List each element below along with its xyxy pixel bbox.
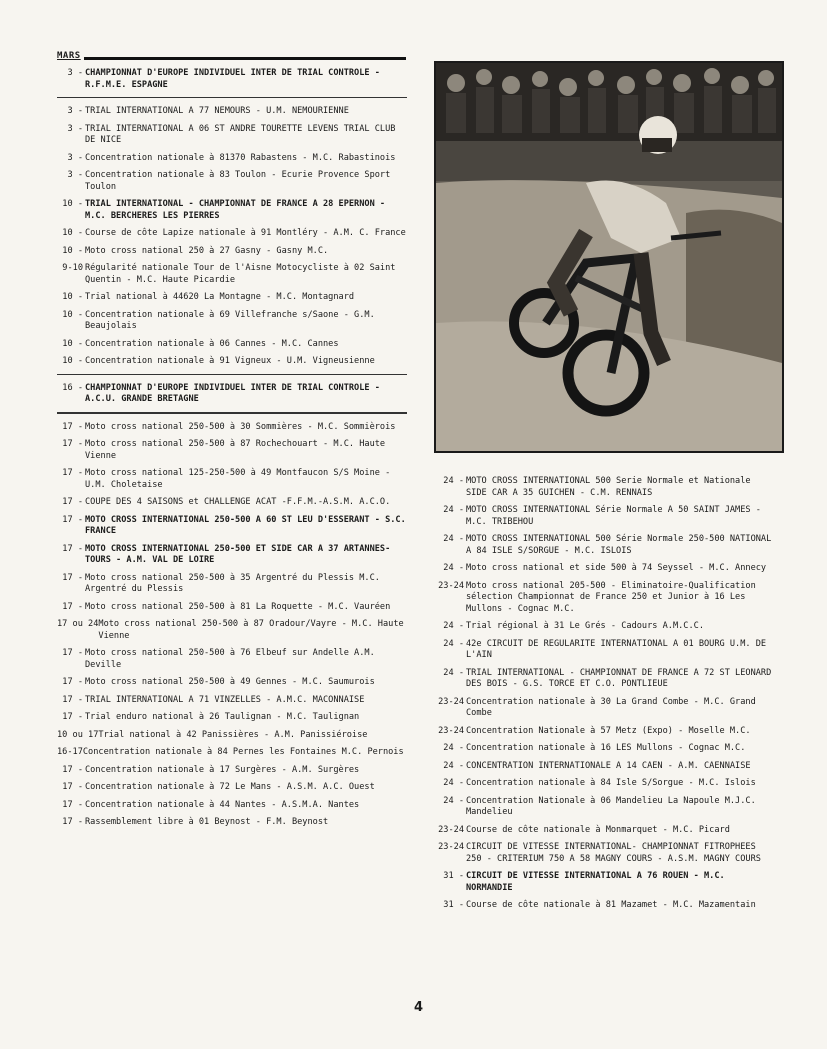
event-entry bbox=[57, 730, 407, 742]
event-date: 17 - bbox=[62, 677, 83, 687]
event-entry bbox=[434, 476, 774, 499]
event-date: 24 - bbox=[443, 778, 464, 788]
event-text: Moto cross national 250-500 à 76 Elbeuf sur Andelle A.M. Deville bbox=[85, 648, 375, 670]
event-date: 10 - bbox=[62, 199, 83, 209]
event-date: 3 - bbox=[67, 106, 83, 116]
event-date: 17 - bbox=[62, 468, 83, 478]
event-entry bbox=[57, 228, 407, 240]
event-text: Trial régional à 31 Le Grés - Cadours A.M.C.C. bbox=[466, 621, 704, 631]
event-text: Concentration nationale à 72 Le Mans - A.S.M. A.C. Ouest bbox=[85, 782, 375, 792]
event-date: 23-24 bbox=[438, 842, 464, 852]
event-date: 23-24 bbox=[438, 696, 464, 707]
event-text: Course de côte nationale à 81 Mazamet - M.C. Mazamentain bbox=[466, 900, 756, 910]
event-date: 17 ou 24 bbox=[57, 619, 99, 629]
event-date: 17 - bbox=[62, 421, 83, 432]
event-text: Concentration nationale à 84 Isle S/Sorgue - M.C. Islois bbox=[466, 778, 756, 788]
event-entry bbox=[434, 871, 774, 894]
event-text: Course de côte Lapize nationale à 91 Montléry - A.M. C. France bbox=[85, 228, 406, 238]
event-entry bbox=[434, 534, 774, 557]
event-text: Concentration Nationale à 57 Metz (Expo) - Moselle M.C. bbox=[466, 725, 751, 736]
event-entry bbox=[434, 581, 774, 616]
event-date: 24 - bbox=[443, 563, 464, 573]
event-entry bbox=[57, 422, 407, 434]
event-date: 17 - bbox=[62, 514, 83, 525]
event-text: MOTO CROSS INTERNATIONAL 250-500 A 60 ST LEU D'ESSERANT - S.C. FRANCE bbox=[85, 514, 406, 536]
month-heading: MARS bbox=[57, 51, 81, 61]
event-entry bbox=[434, 668, 774, 691]
event-date: 31 - bbox=[443, 900, 464, 910]
event-text: Concentration nationale à 81370 Rabastens - M.C. Rabastinois bbox=[85, 152, 396, 163]
events-column-right bbox=[434, 476, 774, 918]
event-entry bbox=[434, 697, 774, 720]
event-entry bbox=[57, 170, 407, 193]
event-text: Course de côte nationale à Monmarquet - M.C. Picard bbox=[466, 824, 730, 835]
event-entry bbox=[434, 743, 774, 755]
event-entry bbox=[57, 199, 407, 222]
event-date: 17 - bbox=[62, 694, 83, 705]
event-date: 10 - bbox=[62, 356, 83, 366]
rider-image bbox=[436, 63, 782, 451]
event-entry bbox=[434, 842, 774, 865]
event-text: Moto cross national 250-500 à 87 Rochechouart - M.C. Haute Vienne bbox=[85, 439, 386, 461]
motocross-photo bbox=[434, 61, 784, 453]
event-entry bbox=[57, 800, 407, 812]
event-text: Moto cross national 125-250-500 à 49 Montfaucon S/S Moine - U.M. Choletaise bbox=[85, 468, 391, 490]
event-entry bbox=[57, 765, 407, 777]
event-date: 23-24 bbox=[438, 725, 464, 736]
event-text: Moto cross national 205-500 - Eliminatoire-Qualification sélection Championnat de France 250 et Junior à 16 Les Mullons - Cognac M.C. bbox=[466, 580, 756, 614]
event-text: TRIAL INTERNATIONAL A 77 NEMOURS - U.M. NEMOURIENNE bbox=[85, 106, 349, 116]
event-entry bbox=[57, 310, 407, 333]
event-date: 24 - bbox=[443, 743, 464, 753]
event-text: Concentration nationale à 17 Surgères - A.M. Surgères bbox=[85, 764, 360, 775]
event-entry bbox=[434, 621, 774, 633]
event-text: Moto cross national 250-500 à 81 La Roquette - M.C. Vauréen bbox=[85, 601, 391, 612]
event-entry bbox=[57, 263, 407, 286]
event-entry bbox=[434, 900, 774, 912]
event-text: TRIAL INTERNATIONAL A 71 VINZELLES - A.M.C. MACONNAISE bbox=[85, 694, 365, 705]
event-date: 23-24 bbox=[438, 580, 464, 591]
event-entry bbox=[57, 292, 407, 304]
event-entry bbox=[57, 124, 407, 147]
event-entry bbox=[57, 677, 407, 689]
event-date: 17 - bbox=[62, 572, 83, 583]
event-date: 24 - bbox=[443, 534, 464, 544]
event-text: Moto cross national et side 500 à 74 Seyssel - M.C. Annecy bbox=[466, 563, 767, 573]
event-text: Concentration nationale à 69 Villefranche s/Saone - G.M. Beaujolais bbox=[85, 309, 375, 331]
event-date: 17 - bbox=[62, 782, 83, 792]
event-date: 24 - bbox=[443, 667, 464, 678]
event-date: 10 - bbox=[62, 338, 83, 349]
event-entry bbox=[57, 468, 407, 491]
event-text: Concentration nationale à 44 Nantes - A.S.M.A. Nantes bbox=[85, 799, 360, 810]
event-date: 17 - bbox=[62, 601, 83, 612]
event-entry bbox=[57, 544, 407, 567]
event-date: 9-10 bbox=[62, 263, 83, 273]
event-text: TRIAL INTERNATIONAL - CHAMPIONNAT DE FRANCE A 72 ST LEONARD DES BOIS - G.S. TORCE ET C.O. PONTLIEUE bbox=[466, 667, 772, 689]
event-entry bbox=[57, 573, 407, 596]
section-divider bbox=[57, 374, 407, 375]
event-text: Concentration nationale à 16 LES Mullons - Cognac M.C. bbox=[466, 743, 746, 753]
event-entry bbox=[57, 68, 407, 91]
event-entry bbox=[434, 563, 774, 575]
event-date: 24 - bbox=[443, 476, 464, 486]
event-text: CHAMPIONNAT D'EUROPE INDIVIDUEL INTER DE TRIAL CONTROLE - A.C.U. GRANDE BRETAGNE bbox=[85, 382, 380, 404]
event-text: COUPE DES 4 SAISONS et CHALLENGE ACAT -F.F.M.-A.S.M. A.C.O. bbox=[85, 497, 391, 507]
event-text: MOTO CROSS INTERNATIONAL 500 Série Normale 250-500 NATIONAL A 84 ISLE S/SORGUE - M.C. ISLOIS bbox=[466, 534, 772, 556]
section-divider bbox=[57, 412, 407, 414]
event-text: CHAMPIONNAT D'EUROPE INDIVIDUEL INTER DE TRIAL CONTROLE - R.F.M.E. ESPAGNE bbox=[85, 68, 380, 90]
event-entry bbox=[434, 825, 774, 837]
event-date: 10 - bbox=[62, 245, 83, 256]
event-entry bbox=[57, 356, 407, 368]
event-entry bbox=[57, 383, 407, 406]
event-date: 24 - bbox=[443, 795, 464, 806]
event-date: 16 - bbox=[62, 382, 83, 393]
event-date: 17 - bbox=[62, 817, 83, 827]
event-entry bbox=[57, 782, 407, 794]
event-date: 24 - bbox=[443, 621, 464, 631]
event-entry bbox=[57, 153, 407, 165]
event-text: CONCENTRATION INTERNATIONALE A 14 CAEN - A.M. CAENNAISE bbox=[466, 760, 751, 771]
event-date: 10 ou 17 bbox=[57, 729, 99, 740]
event-text: Régularité nationale Tour de l'Aisne Motocycliste à 02 Saint Quentin - M.C. Haute Picardie bbox=[85, 263, 396, 285]
event-text: Concentration nationale à 06 Cannes - M.C. Cannes bbox=[85, 338, 339, 349]
event-entry bbox=[434, 505, 774, 528]
event-entry bbox=[57, 106, 407, 118]
event-text: Rassemblement libre à 01 Beynost - F.M. Beynost bbox=[85, 817, 329, 827]
event-date: 10 - bbox=[62, 228, 83, 238]
event-text: TRIAL INTERNATIONAL - CHAMPIONNAT DE FRANCE A 28 EPERNON - M.C. BERCHERES LES PIERRES bbox=[85, 199, 386, 221]
event-text: MOTO CROSS INTERNATIONAL Série Normale A 50 SAINT JAMES - M.C. TRIBEHOU bbox=[466, 505, 761, 527]
event-entry bbox=[434, 761, 774, 773]
event-entry bbox=[57, 497, 407, 509]
event-text: Concentration nationale à 83 Toulon - Ecurie Provence Sport Toulon bbox=[85, 170, 391, 192]
event-text: Trial national à 44620 La Montagne - M.C. Montagnard bbox=[85, 292, 355, 302]
event-text: Concentration nationale à 30 La Grand Combe - M.C. Grand Combe bbox=[466, 696, 756, 718]
event-text: Concentration nationale à 84 Pernes les Fontaines M.C. Pernois bbox=[82, 747, 404, 757]
event-entry bbox=[57, 747, 407, 759]
event-text: CIRCUIT DE VITESSE INTERNATIONAL- CHAMPIONNAT FITROPHEES 250 - CRITERIUM 750 A 58 MAGNY COURS - A.S.M. MAGNY COURS bbox=[466, 842, 761, 864]
heading-rule bbox=[84, 57, 406, 60]
event-entry bbox=[57, 602, 407, 614]
event-text: CIRCUIT DE VITESSE INTERNATIONAL A 76 ROUEN - M.C. NORMANDIE bbox=[466, 871, 725, 893]
event-date: 31 - bbox=[443, 871, 464, 881]
event-date: 24 - bbox=[443, 638, 464, 649]
event-text: Moto cross national 250-500 à 35 Argentré du Plessis M.C. Argentré du Plessis bbox=[85, 572, 380, 594]
event-date: 17 - bbox=[62, 799, 83, 810]
event-text: Moto cross national 250-500 à 49 Gennes - M.C. Saumurois bbox=[85, 677, 375, 687]
event-text: Concentration Nationale à 06 Mandelieu La Napoule M.J.C. Mandelieu bbox=[466, 795, 756, 817]
event-date: 16-17 bbox=[57, 747, 83, 757]
event-entry bbox=[434, 796, 774, 819]
events-column-left bbox=[57, 68, 407, 835]
event-entry bbox=[434, 726, 774, 738]
event-date: 3 - bbox=[67, 123, 83, 134]
event-date: 23-24 bbox=[438, 824, 464, 835]
event-entry bbox=[57, 246, 407, 258]
event-text: TRIAL INTERNATIONAL A 06 ST ANDRE TOURETTE LEVENS TRIAL CLUB DE NICE bbox=[85, 123, 396, 145]
event-text: MOTO CROSS INTERNATIONAL 250-500 ET SIDE CAR A 37 ARTANNES-TOURS - A.M. VAL DE LOIRE bbox=[85, 543, 391, 565]
event-entry bbox=[57, 515, 407, 538]
event-date: 17 - bbox=[62, 712, 83, 722]
event-text: Trial enduro national à 26 Taulignan - M.C. Taulignan bbox=[85, 712, 360, 722]
event-text: Trial national à 42 Panissières - A.M. Panissiéroise bbox=[98, 729, 368, 740]
event-text: 42e CIRCUIT DE REGULARITE INTERNATIONAL A 01 BOURG U.M. DE L'AIN bbox=[466, 638, 767, 660]
event-date: 17 - bbox=[62, 764, 83, 775]
event-date: 3 - bbox=[67, 68, 83, 78]
event-entry bbox=[57, 439, 407, 462]
event-entry bbox=[434, 778, 774, 790]
event-entry bbox=[57, 817, 407, 829]
event-entry bbox=[57, 619, 407, 642]
event-text: Moto cross national 250-500 à 87 Oradour/Vayre - M.C. Haute Vienne bbox=[98, 619, 404, 641]
event-text: Moto cross national 250-500 à 30 Sommières - M.C. Sommièrois bbox=[85, 421, 396, 432]
event-entry bbox=[57, 648, 407, 671]
event-date: 24 - bbox=[443, 505, 464, 515]
event-date: 17 - bbox=[62, 439, 83, 449]
event-entry bbox=[434, 639, 774, 662]
section-divider bbox=[57, 97, 407, 98]
event-entry bbox=[57, 695, 407, 707]
event-date: 24 - bbox=[443, 760, 464, 771]
event-entry bbox=[57, 339, 407, 351]
event-date: 17 - bbox=[62, 497, 83, 507]
event-text: Concentration nationale à 91 Vigneux - U.M. Vigneusienne bbox=[85, 356, 375, 366]
event-date: 17 - bbox=[62, 648, 83, 658]
event-text: Moto cross national 250 à 27 Gasny - Gasny M.C. bbox=[85, 245, 329, 256]
event-entry bbox=[57, 712, 407, 724]
event-date: 17 - bbox=[62, 543, 83, 554]
event-date: 10 - bbox=[62, 292, 83, 302]
event-date: 3 - bbox=[67, 170, 83, 180]
page-number: 4 bbox=[414, 1000, 424, 1015]
event-text: MOTO CROSS INTERNATIONAL 500 Serie Normale et Nationale SIDE CAR A 35 GUICHEN - C.M. RENNAIS bbox=[466, 476, 751, 498]
event-date: 10 - bbox=[62, 309, 83, 320]
event-date: 3 - bbox=[67, 152, 83, 163]
